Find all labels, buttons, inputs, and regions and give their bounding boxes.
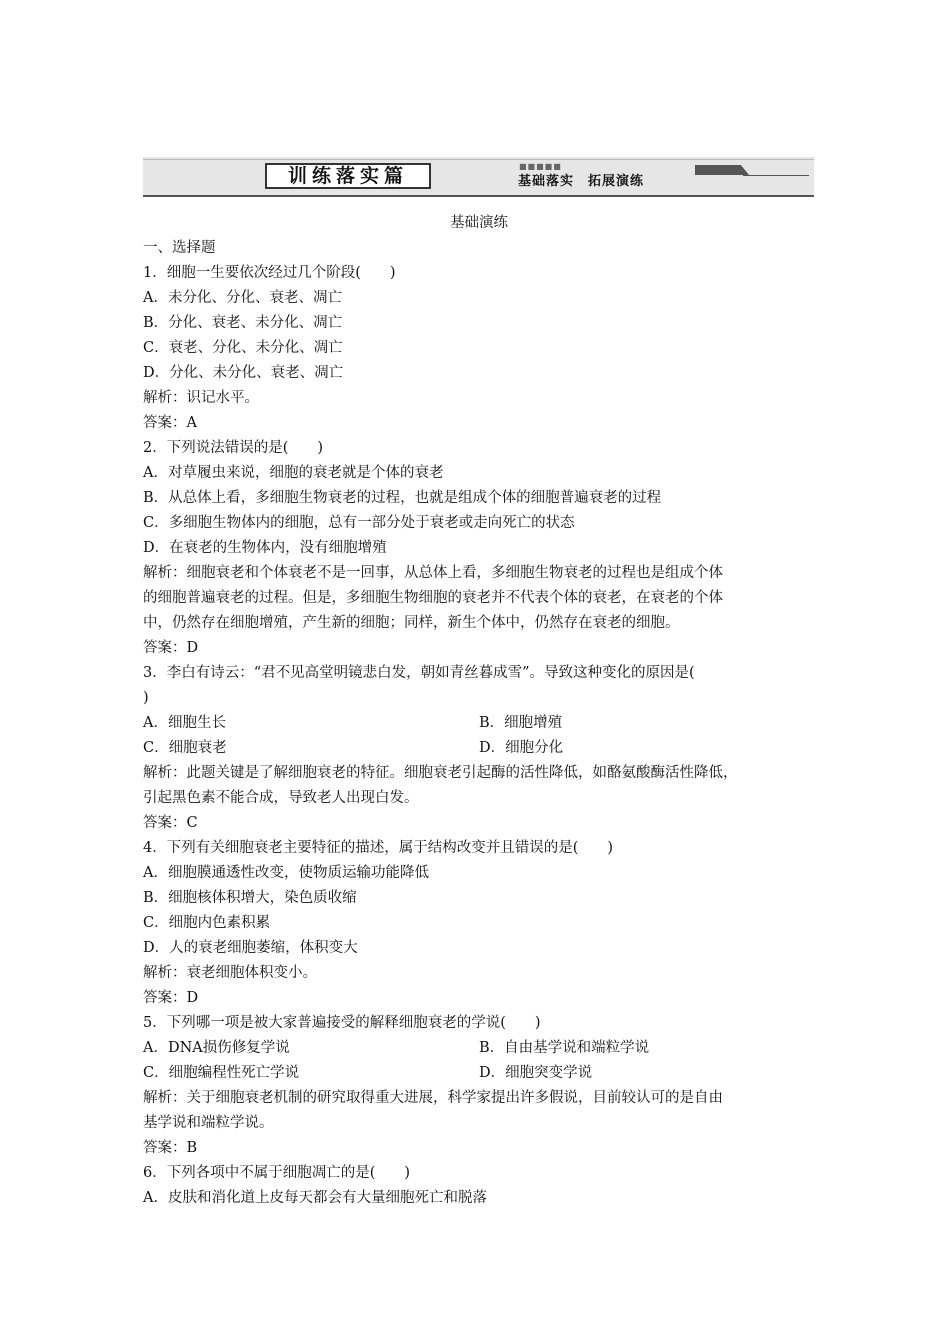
question-1	[143, 261, 815, 436]
option-c: C．衰老、分化、未分化、凋亡	[143, 340, 343, 356]
document-body	[143, 211, 815, 1211]
question-stem-continued: )	[143, 690, 149, 706]
analysis: 基学说和端粒学说。	[143, 1115, 274, 1131]
banner-decoration	[695, 165, 749, 175]
analysis: 解析：细胞衰老和个体衰老不是一回事，从总体上看，多细胞生物衰老的过程也是组成个体	[143, 565, 723, 581]
option-d: D．人的衰老细胞萎缩，体积变大	[143, 940, 358, 956]
analysis: 引起黑色素不能合成，导致老人出现白发。	[143, 790, 419, 806]
answer: 答案：B	[143, 1140, 198, 1156]
question-stem: 5．下列哪一项是被大家普遍接受的解释细胞衰老的学说( )	[143, 1015, 541, 1031]
analysis: 中，仍然存在细胞增殖，产生新的细胞；同样，新生个体中，仍然存在衰老的细胞。	[143, 615, 680, 631]
option-b: B．细胞增殖	[479, 715, 563, 731]
banner-subtitle: 基础落实 拓展演练	[518, 174, 645, 189]
banner-title: 训练落实篇	[265, 163, 431, 189]
option-b: B．分化、衰老、未分化、凋亡	[143, 315, 343, 331]
analysis: 解析：识记水平。	[143, 390, 259, 406]
section-title: 基础演练	[450, 215, 508, 231]
question-stem: 1．细胞一生要依次经过几个阶段( )	[143, 265, 396, 281]
answer: 答案：A	[143, 415, 197, 431]
option-d: D．分化、未分化、衰老、凋亡	[143, 365, 344, 381]
section-banner	[143, 157, 814, 197]
question-2	[143, 436, 815, 661]
analysis: 解析：衰老细胞体积变小。	[143, 965, 317, 981]
option-a: A．皮肤和消化道上皮每天都会有大量细胞死亡和脱落	[143, 1190, 487, 1206]
answer: 答案：C	[143, 815, 198, 831]
question-5	[143, 1011, 815, 1161]
option-b: B．从总体上看，多细胞生物衰老的过程，也就是组成个体的细胞普遍衰老的过程	[143, 490, 662, 506]
option-c: C．细胞衰老	[143, 740, 227, 756]
option-c: C．多细胞生物体内的细胞，总有一部分处于衰老或走向死亡的状态	[143, 515, 575, 531]
question-stem: 3．李白有诗云：“君不见高堂明镜悲白发，朝如青丝暮成雪”。导致这种变化的原因是(	[143, 665, 695, 681]
part-title: 一、选择题	[143, 240, 216, 256]
banner-rule	[143, 159, 814, 160]
option-a: A．细胞生长	[143, 715, 226, 731]
option-b: B．自由基学说和端粒学说	[479, 1040, 650, 1056]
option-c: C．细胞编程性死亡学说	[143, 1065, 300, 1081]
option-b: B．细胞核体积增大，染色质收缩	[143, 890, 357, 906]
question-6	[143, 1161, 815, 1211]
answer: 答案：D	[143, 640, 199, 656]
question-4	[143, 836, 815, 1011]
answer: 答案：D	[143, 990, 199, 1006]
option-c: C．细胞内色素积累	[143, 915, 271, 931]
analysis: 解析：此题关键是了解细胞衰老的特征。细胞衰老引起酶的活性降低，如酪氨酸酶活性降低，	[143, 765, 738, 781]
option-a: A．细胞膜通透性改变，使物质运输功能降低	[143, 865, 429, 881]
question-stem: 4．下列有关细胞衰老主要特征的描述，属于结构改变并且错误的是( )	[143, 840, 614, 856]
banner-dots: ■■■■■	[519, 162, 562, 171]
option-d: D．细胞突变学说	[479, 1065, 593, 1081]
question-stem: 6．下列各项中不属于细胞凋亡的是( )	[143, 1165, 411, 1181]
option-d: D．在衰老的生物体内，没有细胞增殖	[143, 540, 387, 556]
analysis: 解析：关于细胞衰老机制的研究取得重大进展，科学家提出许多假说，目前较认可的是自由	[143, 1090, 723, 1106]
banner-decoration-line	[743, 175, 809, 176]
option-a: A．对草履虫来说，细胞的衰老就是个体的衰老	[143, 465, 444, 481]
question-3	[143, 661, 815, 836]
option-a: A．DNA损伤修复学说	[143, 1040, 290, 1056]
option-a: A．未分化、分化、衰老、凋亡	[143, 290, 342, 306]
option-d: D．细胞分化	[479, 740, 564, 756]
analysis: 的细胞普遍衰老的过程。但是，多细胞生物细胞的衰老并不代表个体的衰老，在衰老的个体	[143, 590, 723, 606]
question-stem: 2．下列说法错误的是( )	[143, 440, 324, 456]
